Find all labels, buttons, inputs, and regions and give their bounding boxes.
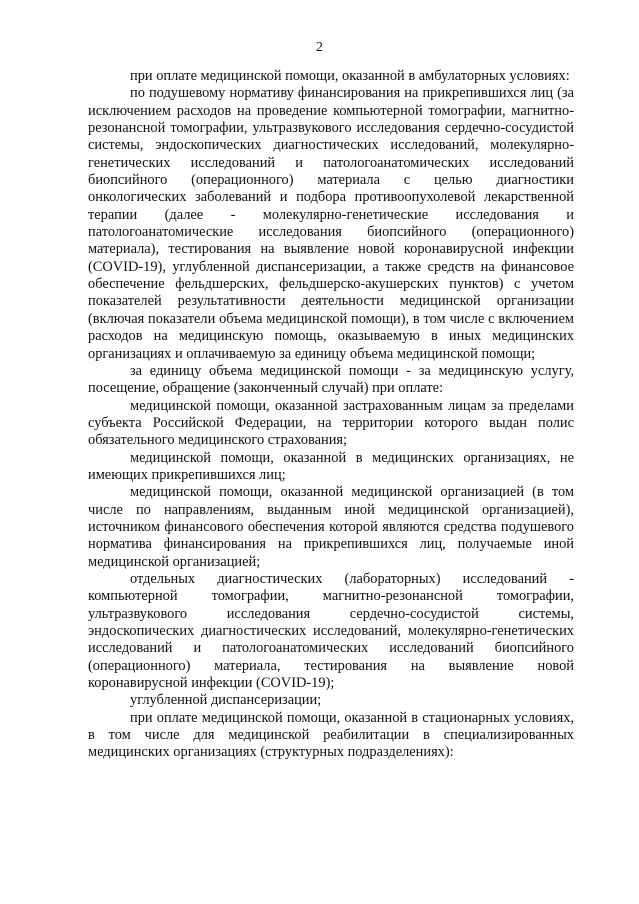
paragraph-outpatient-payment: при оплате медицинской помощи, оказанной в амбулаторных условиях: [130,68,570,84]
paragraph-outside-region: медицинской помощи, оказанной застрахованным лицам за пределами субъекта Российской Федерации, на территории которого выдан полис обязательного медицинского страхования; [88,397,574,449]
document-body [88,68,574,762]
paragraph-per-capita-norm: по подушевому нормативу финансирования на прикрепившихся лиц (за исключением расходов на проведение компьютерной томографии, магнитно-резонансной томографии, ультразвукового исследования сердечно-сосудистой системы, эндоскопических диагностических исследований, молекулярно-генетических исследований и патологоанатомических исследований биопсийного (операционного) материала с целью диагностики онкологических заболеваний и подбора противоопухолевой лекарственной терапии (далее - молекулярно-генетические исследования и патологоанатомические исследования биопсийного (операционного) материала), тестирования на выявление новой коронавирусной инфекции (COVID-19), углубленной диспансеризации, а также средств на финансовое обеспечение фельдшерских, фельдшерско-акушерских пунктов) с учетом показателей результативности деятельности медицинской организации (включая показатели объема медицинской помощи), в том числе с включением расходов на медицинскую помощь, оказываемую в иных медицинских организациях и оплачиваемую за единицу объема медицинской помощи; [88,85,574,362]
paragraph-inpatient-payment: при оплате медицинской помощи, оказанной в стационарных условиях, в том числе для медицинской реабилитации в специализированных медицинских организациях (структурных подразделениях): [88,709,574,761]
paragraph-unit-of-volume: за единицу объема медицинской помощи - за медицинскую услугу, посещение, обращение (законченный случай) при оплате: [88,362,574,397]
paragraph-in-depth-screening: углубленной диспансеризации; [130,692,322,709]
page-number: 2 [316,40,323,55]
paragraph-diagnostic-studies: отдельных диагностических (лабораторных) исследований - компьютерной томографии, магнитно-резонансной томографии, ультразвукового исследования сердечно-сосудистой системы, эндоскопических диагностических исследований, молекулярно-генетических исследований и патологоанатомических исследований биопсийного (операционного) материала, тестирования на выявление новой коронавирусной инфекции (COVID-19); [88,570,574,692]
paragraph-no-attached-persons: медицинской помощи, оказанной в медицинских организациях, не имеющих прикрепившихся лиц; [88,449,574,483]
paragraph-referrals: медицинской помощи, оказанной медицинской организацией (в том числе по направлениям, выданным иной медицинской организацией), источником финансового обеспечения которой являются средства подушевого норматива финансирования на прикрепившихся лиц, получаемые иной медицинской организацией; [88,484,574,570]
